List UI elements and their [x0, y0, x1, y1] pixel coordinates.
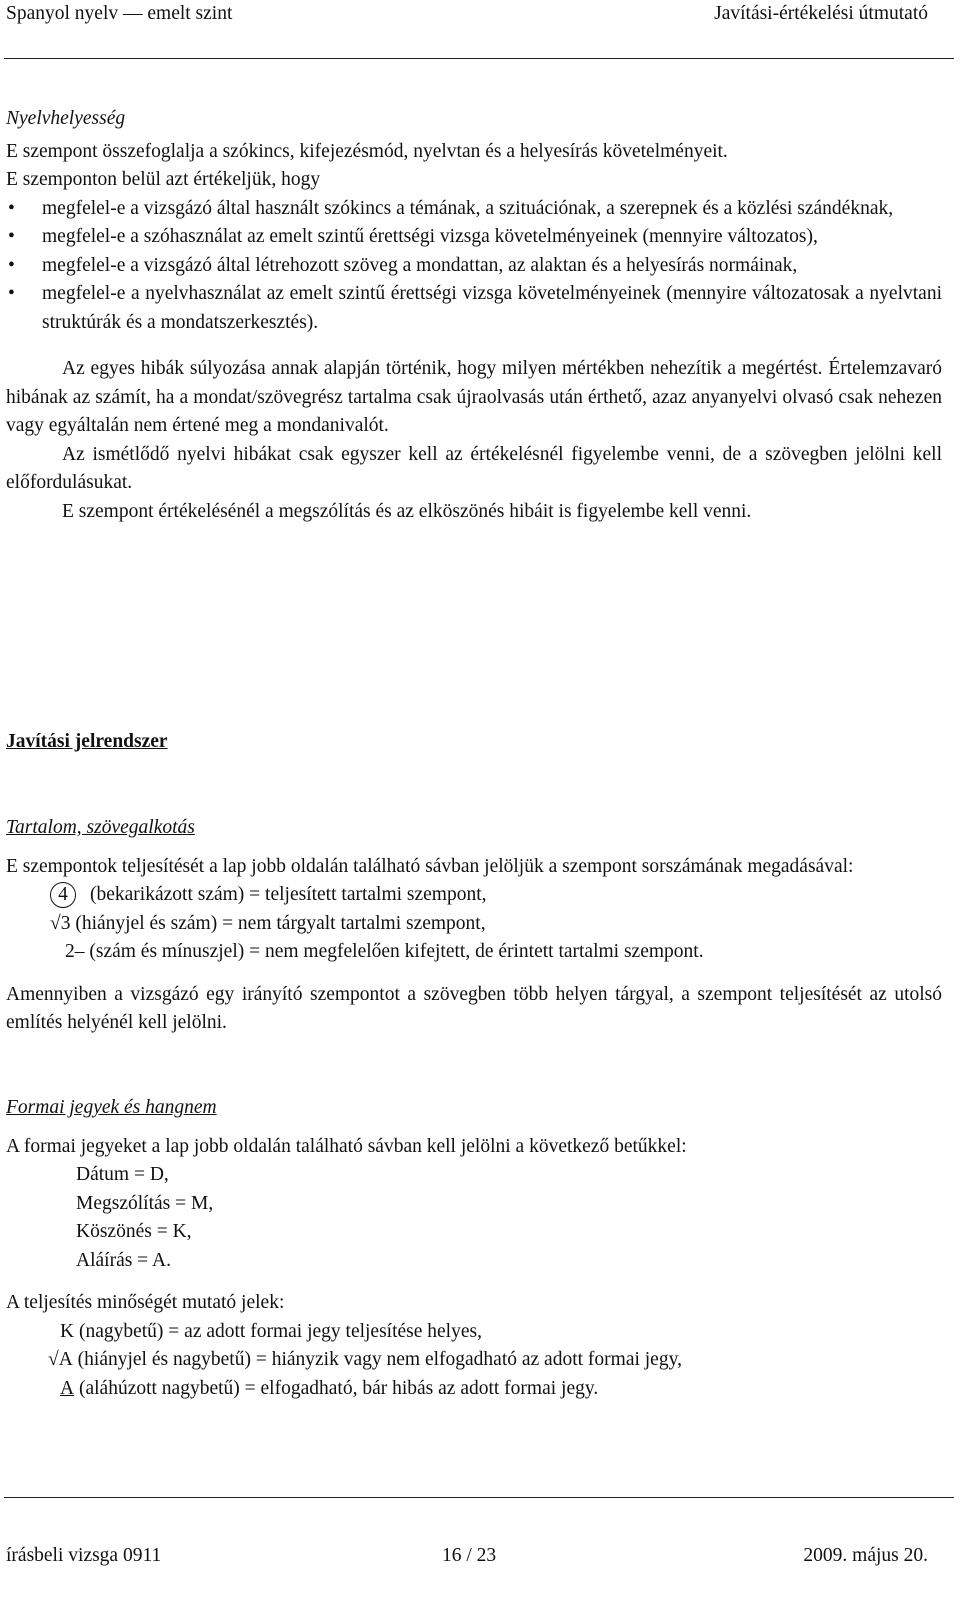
- code-item: Megszólítás = M,: [76, 1192, 214, 1214]
- underlined-letter: A: [60, 1377, 75, 1399]
- list-item: [6, 195, 942, 224]
- section-jelrendszer: [6, 728, 942, 757]
- quality-item: [60, 1375, 942, 1404]
- footer-exam: írásbeli vizsga 0911: [6, 1545, 162, 1566]
- code-item: Köszönés = K,: [76, 1221, 192, 1242]
- section-intro: E szempontok teljesítését a lap jobb oldalán található sávban jelöljük a szempont sorszámának megadásával:: [6, 855, 854, 877]
- code-item: Aláírás = A.: [76, 1249, 171, 1271]
- paragraph: E szempont értékelésénél a megszólítás és az elköszönés hibáit is figyelembe kell venni.: [62, 500, 752, 522]
- list-item: [6, 223, 942, 252]
- section-title: Nyelvhelyesség: [6, 108, 126, 129]
- footer-page-number: 16 / 23: [442, 1545, 497, 1566]
- code-list: [6, 1161, 942, 1275]
- section-intro: E szempont összefoglalja a szókincs, kifejezésmód, nyelvtan és a helyesírás követelményeit.: [6, 140, 728, 162]
- check-letter: √A: [48, 1349, 73, 1370]
- circled-number: 4: [50, 882, 76, 908]
- marking-item: [50, 881, 942, 910]
- paragraph: Amennyiben a vizsgázó egy irányító szempontot a szövegben több helyen tárgyal, a szempont teljesítését az utolsó említés helyénél kell jelölni.: [6, 983, 942, 1033]
- marking-text: (szám és mínuszjel) = nem megfelelően kifejtett, de érintett tartalmi szempont.: [89, 941, 704, 962]
- bullet-icon: •: [8, 283, 15, 304]
- section-title: Tartalom, szövegalkotás: [6, 817, 195, 838]
- page-header: [4, 0, 948, 30]
- section-title: Javítási jelrendszer: [6, 731, 168, 752]
- quality-item: K (nagybetű) = az adott formai jegy teljesítése helyes,: [60, 1320, 482, 1342]
- footer-date: 2009. május 20.: [803, 1545, 928, 1566]
- marking-list: [6, 881, 942, 967]
- section-tartalom: [6, 814, 942, 1038]
- list-item: [6, 280, 942, 337]
- list-item: [6, 252, 942, 281]
- footer-rule: [4, 1497, 954, 1498]
- paragraph: Az egyes hibák súlyozása annak alapján történik, hogy milyen mértékben nehezítik a megértést. Értelemzavaró hibának az számít, ha a mondat/szövegrész tartalma csak újraolvasás után érthető, azaz anyanyelvi olvasó csak nehezen vagy egyáltalán nem értené meg a mondanivalót.: [6, 358, 942, 436]
- marking-text: (bekarikázott szám) = teljesített tartalmi szempont,: [90, 884, 487, 905]
- bullet-icon: •: [8, 226, 15, 247]
- paragraph: Az ismétlődő nyelvi hibákat csak egyszer kell az értékelésnél figyelembe venni, de a szövegben jelölni kell előfordulásukat.: [6, 443, 942, 493]
- section-formai: [6, 1094, 942, 1403]
- section-lead: E szemponton belül azt értékeljük, hogy: [6, 169, 321, 190]
- quality-item: [48, 1346, 942, 1375]
- marking-item: [50, 910, 942, 939]
- marking-text: (hiányjel és szám) = nem tárgyalt tartalmi szempont,: [75, 912, 486, 934]
- bullet-icon: •: [8, 197, 15, 219]
- section-title: Formai jegyek és hangnem: [6, 1097, 217, 1118]
- quality-list: [6, 1318, 942, 1404]
- list-item-text: megfelel-e a nyelvhasználat az emelt szintű érettségi vizsga követelményeinek (mennyire változatosak a nyelvtani struktúrák és a mondatszerkesztés).: [42, 283, 942, 333]
- minus-number: 2–: [65, 941, 85, 962]
- section-intro: A formai jegyeket a lap jobb oldalán található sávban kell jelölni a következő betűkkel:: [6, 1135, 687, 1157]
- header-rule: [4, 58, 954, 59]
- criteria-list: [6, 195, 942, 338]
- quality-text: (hiányjel és nagybetű) = hiányzik vagy nem elfogadható az adott formai jegy,: [77, 1349, 682, 1370]
- quality-text: (aláhúzott nagybetű) = elfogadható, bár hibás az adott formai jegy.: [78, 1377, 599, 1399]
- code-item: Dátum = D,: [76, 1164, 169, 1185]
- section-nyelvhelyesseg: [6, 105, 942, 526]
- header-doc-title: Javítási-értékelési útmutató: [714, 3, 928, 24]
- check-number: √3: [50, 912, 71, 934]
- list-item-text: megfelel-e a vizsgázó által létrehozott szöveg a mondattan, az alaktan és a helyesírás normáinak,: [42, 254, 798, 276]
- header-subject: Spanyol nyelv — emelt szint: [6, 3, 233, 24]
- list-item-text: megfelel-e a vizsgázó által használt szókincs a témának, a szituációnak, a szerepnek és a közlési szándéknak,: [42, 197, 894, 219]
- list-item-text: megfelel-e a szóhasználat az emelt szintű érettségi vizsga követelményeinek (mennyire változatos),: [42, 226, 818, 247]
- marking-item: [50, 938, 942, 967]
- quality-lead: A teljesítés minőségét mutató jelek:: [6, 1292, 285, 1313]
- bullet-icon: •: [8, 254, 15, 276]
